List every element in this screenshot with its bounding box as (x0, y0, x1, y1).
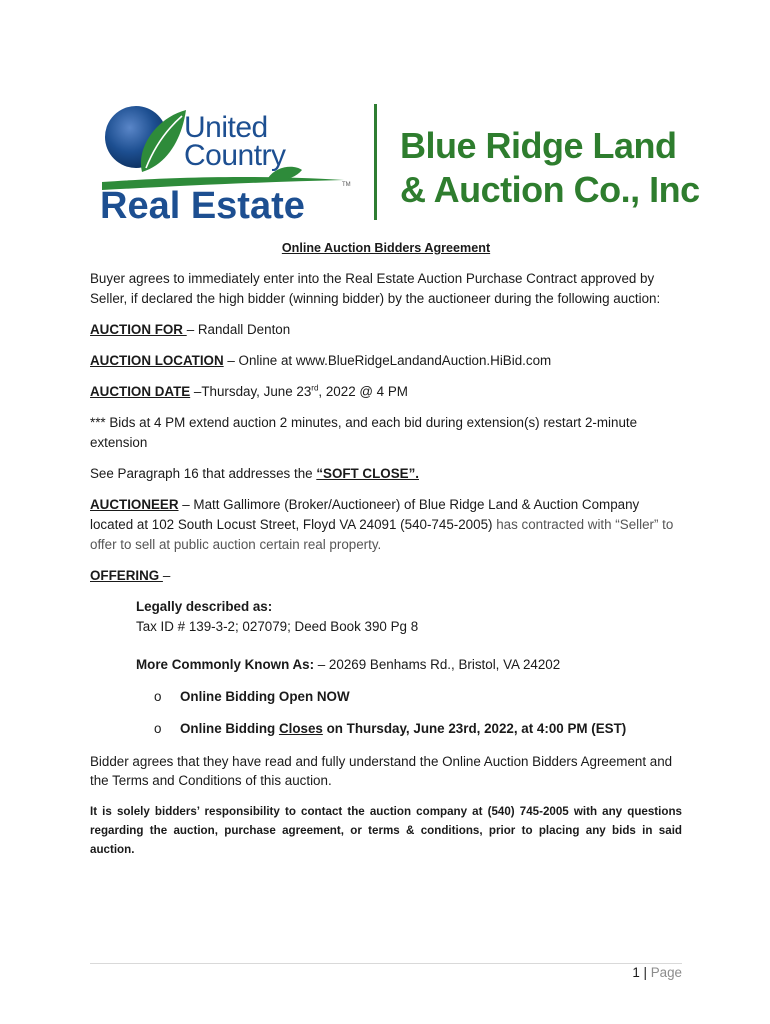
document-body (90, 238, 682, 859)
company-name-line1: Blue Ridge Land (400, 125, 677, 166)
auction-location-value: – Online at www.BlueRidgeLandandAuction.HiBid.com (223, 353, 552, 368)
auctioneer-label: AUCTIONEER (90, 497, 179, 512)
company-name (400, 124, 740, 212)
logo-real-estate-text: Real Estate (100, 185, 305, 227)
bidding-closes-word: Closes (278, 721, 323, 736)
auction-location-line (90, 351, 682, 371)
logo-united-country-text (184, 111, 286, 172)
known-as-value: – 20269 Benhams Rd., Bristol, VA 24202 (314, 657, 561, 672)
auctioneer-contract-text: has contracted with “Seller” to offer to sell at public auction certain real property. (90, 517, 674, 552)
known-as-line (90, 655, 682, 675)
document-title: Online Auction Bidders Agreement (281, 241, 491, 255)
offering-label: OFFERING (90, 568, 163, 583)
auctioneer-value: – Matt Gallimore (Broker/Auctioneer) of Blue Ridge Land & Auction Company located at 102 South Locust Street, Floyd VA 24091 (540-745-2005) (90, 497, 640, 532)
brand-divider (374, 104, 377, 220)
soft-close-term: “SOFT CLOSE”. (316, 466, 419, 481)
page-footer (90, 965, 682, 980)
offering-line (90, 566, 682, 586)
page-label: Page (650, 965, 682, 980)
auction-for-value: – Randall Denton (186, 322, 291, 337)
auction-for-label: AUCTION FOR (90, 322, 187, 337)
auction-date-label: AUCTION DATE (90, 384, 191, 399)
bidding-closes-prefix: Online Bidding (180, 721, 279, 736)
auctioneer-paragraph (90, 495, 682, 555)
auction-date-ordinal: rd (311, 383, 319, 393)
auction-date-line (90, 382, 682, 402)
responsibility-paragraph: It is solely bidders’ responsibility to contact the auction company at (540) 745-2005 with any questions regarding the auction, purchase agreement, or terms & conditions, prior to placing any bids in said auction. (90, 805, 682, 856)
logo-line-united: United (184, 111, 268, 144)
company-name-line2: & Auction Co., Inc (400, 169, 700, 210)
list-item (90, 687, 682, 707)
bidding-closes-suffix: on Thursday, June 23rd, 2022, at 4:00 PM (EST) (322, 721, 627, 736)
bullet-marker: o (154, 721, 162, 736)
page-number: 1 (632, 965, 640, 980)
footer-separator: | (643, 965, 647, 980)
auction-date-value-end: , 2022 @ 4 PM (318, 384, 408, 399)
bullet-marker: o (154, 689, 162, 704)
auction-location-label: AUCTION LOCATION (90, 353, 224, 368)
logo-line-country: Country (184, 139, 286, 172)
soft-close-line (90, 464, 682, 484)
offering-dash: – (162, 568, 171, 583)
auction-for-line (90, 320, 682, 340)
agreement-paragraph: Bidder agrees that they have read and fully understand the Online Auction Bidders Agreement and the Terms and Conditions of this auction. (90, 754, 673, 788)
footer-divider (90, 963, 682, 964)
legal-description-value: Tax ID # 139-3-2; 027079; Deed Book 390 Pg 8 (136, 619, 419, 634)
auction-date-value: –Thursday, June 23 (190, 384, 312, 399)
bids-extension-note: *** Bids at 4 PM extend auction 2 minutes, and each bid during extension(s) restart 2-minute extension (90, 415, 638, 450)
trademark-mark: TM (342, 182, 351, 188)
bidding-open-text: Online Bidding Open NOW (180, 689, 350, 704)
intro-paragraph: Buyer agrees to immediately enter into the Real Estate Auction Purchase Contract approved by Seller, if declared the high bidder (winning bidder) by the auctioneer during the following auction: (90, 271, 661, 306)
list-item (90, 719, 682, 739)
united-country-logo (98, 100, 358, 230)
legal-description-heading: Legally described as: (136, 599, 273, 614)
bidding-closes-text (180, 719, 626, 739)
known-as-label: More Commonly Known As: (136, 657, 315, 672)
soft-close-text: See Paragraph 16 that addresses the (90, 466, 317, 481)
